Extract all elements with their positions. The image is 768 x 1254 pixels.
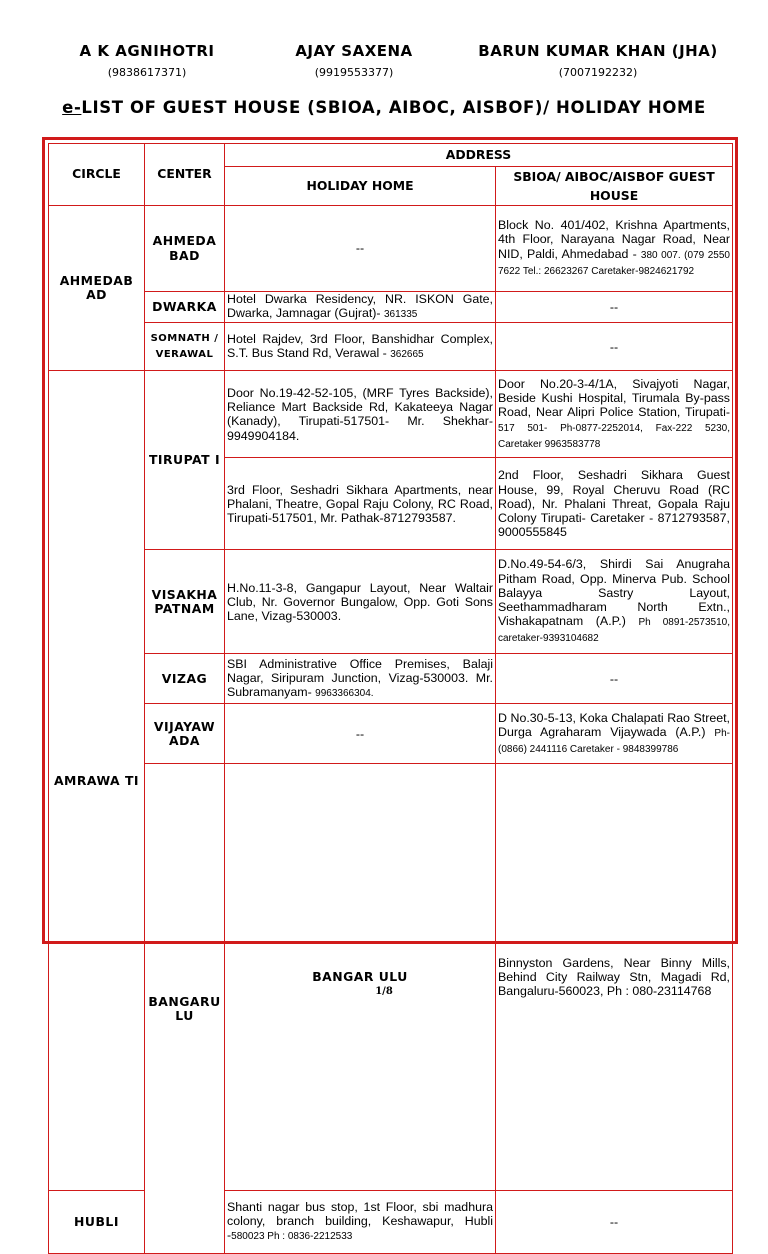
- table-row: [49, 371, 733, 458]
- center-vijayawada: VIJAYAW ADA: [145, 704, 225, 764]
- holiday-home-cell: --: [225, 206, 496, 292]
- header-address: ADDRESS: [225, 144, 733, 167]
- holiday-home-cell: Binnyston Gardens, Near Binny Mills, Behind City Railway Stn, Magadi Rd, Bangaluru-560023, Ph : 080-23114768: [496, 764, 733, 1191]
- header-circle: CIRCLE: [49, 144, 145, 206]
- contact-name: BARUN KUMAR KHAN (JHA): [478, 42, 718, 60]
- guest-house-cell: --: [496, 292, 733, 323]
- guest-house-cell: Block No. 401/402, Krishna Apartments, 4th Floor, Narayana Nagar Road, Near NID, Paldi, Ahmedabad - 380 007. (079 2550 7622 Tel.: 26623267 Caretaker-9824621792: [496, 206, 733, 292]
- guest-house-cell: --: [496, 1191, 733, 1254]
- contact-name: A K AGNIHOTRI: [79, 42, 215, 60]
- guest-house-cell: D No.30-5-13, Koka Chalapati Rao Street, Durga Agraharam Vijaywada (A.P.) Ph-(0866) 2441116 Caretaker - 9848399786: [496, 704, 733, 764]
- circle-bangarulu: BANGARU LU: [145, 764, 225, 1254]
- table-row: [49, 550, 733, 654]
- holiday-home-cell: Shanti nagar bus stop, 1st Floor, sbi madhura colony, branch building, Keshawapur, Hubli -580023 Ph : 0836-2212533: [225, 1191, 496, 1254]
- guest-house-table-frame: [42, 137, 738, 1243]
- holiday-home-cell: Hotel Dwarka Residency, NR. ISKON Gate, Dwarka, Jamnagar (Gujrat)- 361335: [225, 292, 496, 323]
- title-text: LIST OF GUEST HOUSE (SBIOA, AIBOC, AISBOF)/ HOLIDAY HOME: [81, 98, 706, 117]
- center-somnath: SOMNATH / VERAWAL: [145, 323, 225, 371]
- header-holiday-home: HOLIDAY HOME: [225, 167, 496, 206]
- table-row: [49, 654, 733, 704]
- holiday-home-cell: Door No.19-42-52-105, (MRF Tyres Backside), Reliance Mart Backside Rd, Kakateeya Nagar (Kanady), Tirupati-517501- Mr. Shekhar- 9949904184.: [225, 371, 496, 458]
- holiday-home-cell: 3rd Floor, Seshadri Sikhara Apartments, near Phalani, Theatre, Gopal Raju Colony, RC Road, Tirupati-517501, Mr. Pathak-8712793587.: [225, 458, 496, 550]
- holiday-home-cell: SBI Administrative Office Premises, Balaji Nagar, Siripuram Junction, Vizag-530003. Mr. Subramanyam- 9963366304.: [225, 654, 496, 704]
- contact-phone: (9838617371): [107, 66, 187, 79]
- holiday-home-cell: --: [225, 704, 496, 764]
- title-prefix: e-: [62, 98, 82, 117]
- guest-house-cell: Door No.20-3-4/1A, Sivajyoti Nagar, Beside Kushi Hospital, Tirumala By-pass Road, Near Alipri Police Station, Tirupati-517 501- Ph-0877-2252014, Fax-222 5230, Caretaker 9963583778: [496, 371, 733, 458]
- guest-house-cell: 2nd Floor, Seshadri Sikhara Guest House, 99, Royal Cheruvu Road (RC Road), Nr. Phalani Threat, Gopala Raju Colony Tirupati- Caretaker - 8712793587, 9000555845: [496, 458, 733, 550]
- contact-agnihotri: [72, 42, 222, 79]
- contact-phone: (9919553377): [314, 66, 394, 79]
- table-row: [49, 323, 733, 371]
- header-guest-house: SBIOA/ AIBOC/AISBOF GUEST HOUSE: [496, 167, 733, 206]
- center-bangarulu: BANGAR ULU: [225, 764, 496, 1191]
- circle-ahmedabad: AHMEDAB AD: [49, 206, 145, 371]
- holiday-home-cell: H.No.11-3-8, Gangapur Layout, Near Waltair Club, Nr. Governor Bungalow, Opp. Goti Sons Lane, Vizag-530003.: [225, 550, 496, 654]
- contact-khan: [474, 42, 722, 79]
- center-hubli: HUBLI: [49, 1191, 145, 1254]
- guest-house-cell: D.No.49-54-6/3, Shirdi Sai Anugraha Pitham Road, Opp. Minerva Pub. School Balayya Sastry Layout, Seethammadharam North Extn., Vishakapatnam (A.P.) Ph 0891-2573510, caretaker-9393104682: [496, 550, 733, 654]
- center-dwarka: DWARKA: [145, 292, 225, 323]
- circle-amrawati: AMRAWA TI: [49, 371, 145, 1191]
- center-ahmedabad: AHMEDA BAD: [145, 206, 225, 292]
- header-center: CENTER: [145, 144, 225, 206]
- contact-phone: (7007192232): [558, 66, 638, 79]
- page-number: 1/8: [375, 986, 393, 997]
- contact-saxena: [280, 42, 428, 79]
- table-row: [49, 764, 733, 1191]
- table-row: [49, 704, 733, 764]
- center-visakhapatnam: VISAKHA PATNAM: [145, 550, 225, 654]
- guest-house-cell: --: [496, 654, 733, 704]
- table-row: [49, 206, 733, 292]
- holiday-home-cell: Hotel Rajdev, 3rd Floor, Banshidhar Complex, S.T. Bus Stand Rd, Verawal - 362665: [225, 323, 496, 371]
- contact-name: AJAY SAXENA: [295, 42, 413, 60]
- center-tirupati: TIRUPAT I: [145, 371, 225, 550]
- guest-house-table: [48, 143, 733, 1254]
- center-vizag: VIZAG: [145, 654, 225, 704]
- table-row: [49, 292, 733, 323]
- document-title: [0, 98, 768, 117]
- table-header-row: [49, 144, 733, 167]
- guest-house-cell: --: [496, 323, 733, 371]
